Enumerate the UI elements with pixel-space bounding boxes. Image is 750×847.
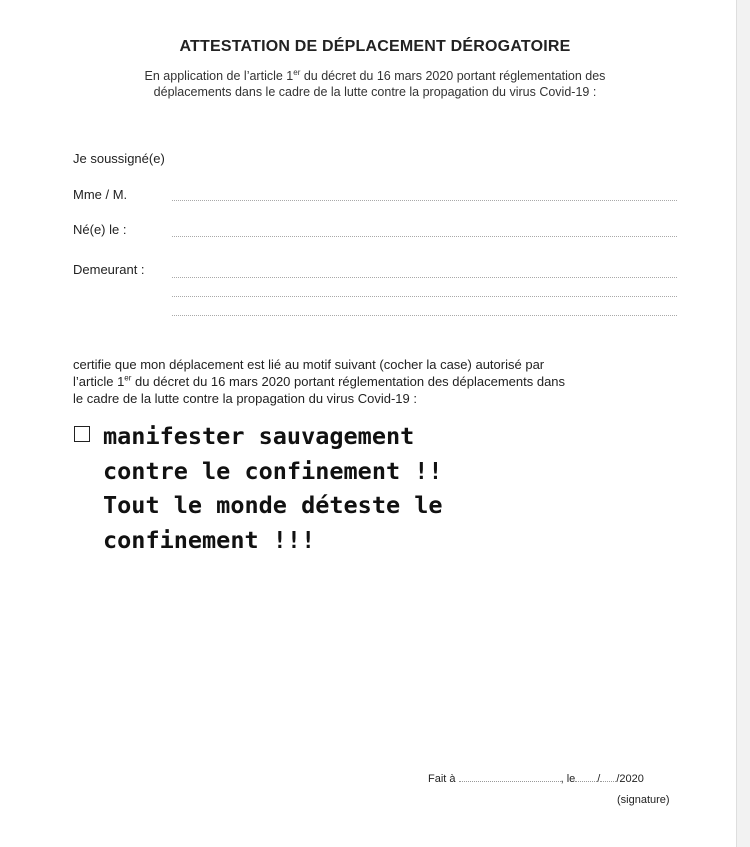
- subtitle-suffix: du décret du 16 mars 2020 portant réglementation des: [300, 69, 606, 83]
- soussigne-label: Je soussigné(e): [73, 151, 165, 166]
- certification-superscript: er: [124, 373, 132, 383]
- certification-line-2-suffix: du décret du 16 mars 2020 portant réglementation des déplacements dans: [131, 374, 566, 389]
- subtitle-superscript: er: [293, 67, 301, 77]
- birth-date-label: Né(e) le :: [73, 222, 127, 237]
- certification-line-2-prefix: l’article 1: [73, 374, 125, 389]
- subtitle-line-2: déplacements dans le cadre de la lutte contre la propagation du virus Covid-19 :: [153, 85, 597, 99]
- address-field-line-3[interactable]: [172, 315, 677, 316]
- motif-line-1: manifester sauvagement: [103, 422, 415, 450]
- document-subtitle: [70, 68, 680, 100]
- month-field[interactable]: [600, 772, 616, 782]
- subtitle-prefix: En application de l’article 1: [144, 69, 294, 83]
- date-separator: /: [597, 773, 601, 785]
- certification-line-2: [73, 373, 680, 390]
- address-label: Demeurant :: [73, 262, 145, 277]
- document-title: ATTESTATION DE DÉPLACEMENT DÉROGATOIRE: [179, 38, 571, 55]
- motif-checkbox[interactable]: [74, 426, 90, 442]
- motif-text: [103, 419, 443, 557]
- certification-line-3: le cadre de la lutte contre la propagation du virus Covid-19 :: [73, 391, 417, 406]
- motif-line-2: contre le confinement !!: [103, 456, 443, 485]
- address-field-line-1[interactable]: [172, 277, 677, 278]
- certification-line-1: certifie que mon déplacement est lié au motif suivant (cocher la case) autorisé par: [73, 357, 545, 372]
- year-label: /2020: [616, 773, 644, 785]
- subtitle-line-1: [70, 68, 680, 84]
- address-field-line-2[interactable]: [172, 296, 677, 297]
- motif-line-3: Tout le monde déteste le: [103, 491, 443, 519]
- date-label: , le: [560, 773, 576, 785]
- day-field[interactable]: [575, 772, 597, 782]
- birth-date-field[interactable]: [172, 236, 677, 237]
- fait-a-line: [428, 772, 644, 785]
- name-field[interactable]: [172, 200, 677, 201]
- signature-label: (signature): [617, 794, 670, 806]
- motif-line-4: confinement !!!: [103, 525, 316, 554]
- fait-a-label: Fait à: [428, 773, 456, 785]
- name-label: Mme / M.: [73, 187, 128, 202]
- certification-text: [73, 356, 680, 407]
- fait-a-place-field[interactable]: [459, 772, 561, 782]
